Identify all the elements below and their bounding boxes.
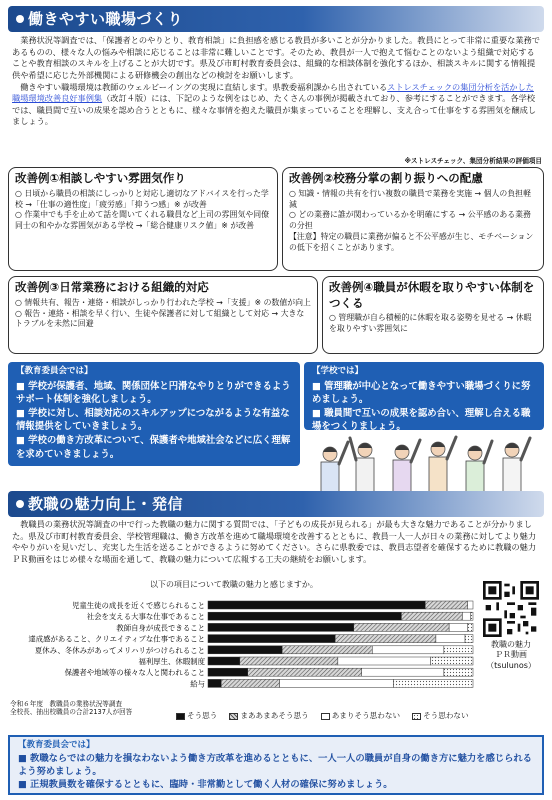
appeal-paragraph xyxy=(12,519,542,566)
bar-segment xyxy=(394,679,474,687)
box-title: 【教育委員会では】 xyxy=(18,740,95,750)
section-header-appeal xyxy=(8,491,544,517)
category-label: 給与 xyxy=(190,679,205,689)
qr-caption-line: ＰＲ動画 xyxy=(495,650,527,660)
category-label: 福利厚生、休暇制度 xyxy=(138,657,205,666)
bar-segment xyxy=(425,601,467,609)
survey-note-line: 全校長、抽出校職員の合計2137人が回答 xyxy=(10,708,133,717)
bar-segment xyxy=(401,612,462,620)
cheering-staff-illustration xyxy=(310,432,544,494)
box-item: ■ 学校に対し、相談対応のスキルアップにつながるような有益な情報提供をしていきましょう。 xyxy=(16,407,290,433)
bar-segment xyxy=(372,646,444,654)
paragraph-1: 業務状況等調査では、「保護者とのやりとり、教育相談」に負担感を感じる教員が多いことが分かりました。教員にとって非常に重要な業務であるものの、様々な人の悩みや相談に応じることは非常に難しいことです。そのため、教員が一人で抱えて悩むことのないよう組織で対応することや教育相談のスキルを上げることが大切です。県及び市町村教育委員会は、組織的な相談体制を強化するほか、相談スキルに関する情報提供や希望に応じた外部機関による研修機会の創出などの検討をお願いします。 xyxy=(12,35,540,80)
legend-swatch-solid xyxy=(176,713,185,720)
box-title: 【学校では】 xyxy=(312,366,364,376)
legend-label: そう思わない xyxy=(423,711,469,720)
box-item: ■ 正規教員数を確保するとともに、臨時・非常勤として働く人材の確保に努めましょう。 xyxy=(18,779,393,791)
category-label: 夏休み、冬休みがあってメリハリがつけられること xyxy=(34,645,205,655)
legend-item xyxy=(321,711,400,721)
box-item: ■ 教職ならではの魅力を損なわないよう働き方改革を進めるとともに、一人一人の職員が自身の働き方に魅力を感じられるよう努めましょう。 xyxy=(18,752,532,778)
case-box-2 xyxy=(282,167,544,271)
bullet-dot-icon xyxy=(16,15,24,23)
legend-label: そう思う xyxy=(187,711,218,720)
case-title: 改善例③日常業務における組織的対応 xyxy=(15,280,209,294)
bar-segment xyxy=(248,668,362,676)
legend-swatch-white xyxy=(321,713,330,720)
footnote: ※ストレスチェック、集団分析結果の評価項目 xyxy=(404,157,542,165)
section-header-workplace xyxy=(8,6,544,32)
legend-swatch-hatch xyxy=(229,713,238,720)
case-title: 改善例②校務分掌の割り振りへの配慮 xyxy=(289,171,483,185)
paragraph-2-a: 働きやすい職場環境は教師のウェルビーイングの実現に直結します。県教委福利課から出されている xyxy=(20,81,388,92)
footer-action-box xyxy=(8,735,544,795)
school-action-box xyxy=(304,362,544,433)
section-title: 働きやすい職場づくり xyxy=(28,10,184,28)
qr-caption-line: （tsulunos） xyxy=(486,660,536,670)
bar-segment xyxy=(208,601,425,609)
case-item: ○ 報告・連絡・相談を早く行い、生徒や保護者に対して組織として対応 → 大きなトラブルを未然に回避 xyxy=(15,308,305,329)
legend-item xyxy=(229,711,308,721)
legend-label: あまりそう思わない xyxy=(331,711,401,720)
bar-segment xyxy=(221,679,279,687)
section-title: 教職の魅力向上・発信 xyxy=(28,495,184,513)
category-label: 保護者や地域等の様々な人と関われること xyxy=(64,668,205,678)
survey-note xyxy=(10,700,132,716)
bar-segment xyxy=(240,657,338,665)
qr-code-icon[interactable] xyxy=(483,581,539,637)
bar-segment xyxy=(208,646,282,654)
case-box-1 xyxy=(8,167,278,271)
case-title: 改善例①相談しやすい雰囲気作り xyxy=(15,171,186,185)
bar-segment xyxy=(470,612,473,620)
bar-segment xyxy=(468,623,473,631)
bar-segment xyxy=(362,668,444,676)
qr-caption-line: 教職の魅力 xyxy=(491,640,531,649)
bar-segment xyxy=(335,635,436,643)
box-item: ■ 学校の働き方改革について、保護者や地域社会などに広く理解を求めていきましょう。 xyxy=(16,435,291,460)
chart-legend xyxy=(176,711,469,721)
case-item: ○ 管理職が自ら積極的に休暇を取る姿勢を見せる → 休暇を取りやすい雰囲気に xyxy=(329,313,532,334)
paragraph-3: 教職員の業務状況等調査の中で行った教職の魅力に関する質問では、「子どもの成長が見られる」が最も大きな魅力であることが分かりました。県及び市町村教育委員会、学校管理職は、働き方改革を進めて職場環境を改善するとともに、教員一人一人が日々の業務に対してより魅力ややりがいを見いだし、充実した生活を送ることができるように努めてください。さらに県教委では、教員志望者を確保するために教職の魅力ＰＲ動画をはじめ様々な場面を通して、教職の魅力について広報する工夫の継続をお願いします。 xyxy=(12,519,537,564)
qr-caption xyxy=(478,640,544,671)
case-box-4 xyxy=(322,276,544,354)
bar-segment xyxy=(208,657,240,665)
bar-segment xyxy=(431,657,473,665)
bar-segment xyxy=(436,635,465,643)
bar-segment xyxy=(208,612,401,620)
box-item: ■ 学校が保護者、地域、関係団体と円滑なやりとりができるようサポート体制を強化しましょう。 xyxy=(16,380,291,406)
paragraph-2 xyxy=(12,82,542,129)
bullet-dot-icon xyxy=(16,500,24,508)
board-action-box xyxy=(8,362,300,466)
bar-segment xyxy=(208,679,221,687)
legend-swatch-dots xyxy=(412,713,421,720)
bar-segment xyxy=(444,668,473,676)
bar-segment xyxy=(338,657,431,665)
bar-segment xyxy=(280,679,394,687)
legend-label: まああまあそう思う xyxy=(240,711,309,720)
case-box-3 xyxy=(8,276,318,354)
bar-segment xyxy=(449,623,468,631)
case-item: ○ どの業務に誰が関わっているかを明確にする → 公平感のある業務の分担 xyxy=(289,210,531,231)
bar-segment xyxy=(465,635,473,643)
bar-segment xyxy=(282,646,372,654)
category-label: 児童生徒の成長を近くで感じられること xyxy=(71,601,205,610)
legend-item xyxy=(176,711,217,721)
category-label: 達成感があること、クリエイティブな仕事であること xyxy=(28,634,205,644)
legend-item xyxy=(412,711,469,721)
bar-segment xyxy=(354,623,449,631)
box-item: ■ 管理職が中心となって働きやすい職場づくりに努めましょう。 xyxy=(312,380,531,406)
box-item: ■ 職員間で互いの成果を認め合い、理解し合える職場をつくりましょう。 xyxy=(312,407,531,433)
bar-segment xyxy=(462,612,470,620)
bar-segment xyxy=(208,635,335,643)
case-item: ○ 日頃から職員の相談にしっかりと対応し適切なアドバイスを行った学校 →「仕事の適性度」「疲労感」「抑うつ感」※ が改善 xyxy=(15,188,269,209)
bar-segment xyxy=(468,601,473,609)
survey-note-line: 令和６年度 教職員の業務状況等調査 xyxy=(10,700,123,708)
category-label: 社会を支える大事な仕事であること xyxy=(86,612,205,622)
bar-segment xyxy=(208,668,248,676)
case-collection-link[interactable]: ストレスチェックの集団分析を活かした職場環境改善良好事例集 xyxy=(12,81,534,104)
bar-segment xyxy=(208,623,354,631)
bar-segment xyxy=(444,646,473,654)
chart-title: 以下の項目について教職の魅力と感じますか。 xyxy=(150,580,318,589)
case-item: 【注意】特定の職員に業務が偏ると不公平感が生じ、モチベーションの低下を招くことがあります。 xyxy=(289,232,534,253)
box-title: 【教育委員会では】 xyxy=(16,366,93,376)
intro-paragraph xyxy=(12,35,542,128)
paragraph-2-b: （改訂４版）には、下記のような例をはじめ、たくさんの事例が掲載されており、参考にすることができます。各学校では、職員間で互いの成果を認め合うとともに、様々な事情を抱えた職員が集まっていることを理解し、支え合って仕事をする雰囲気を醸成しましょう。 xyxy=(12,93,537,127)
case-title: 改善例④職員が休暇を取りやすい体制をつくる xyxy=(329,280,535,310)
case-item: ○ 知識・情報の共有を行い複数の職員で業務を実施 → 個人の負担軽減 xyxy=(289,188,531,209)
case-item: ○ 情報共有、報告・連絡・相談がしっかり行われた学校 →「支援」※ の数値が向上 xyxy=(15,297,311,307)
case-item: ○ 作業中でも手を止めて話を聞いてくれる職員など上司の雰囲気や同僚同士の和やかな雰囲気がある学校 →「総合健康リスク値」※ が改善 xyxy=(15,210,270,231)
category-label: 教師自身が成長できること xyxy=(116,623,205,633)
